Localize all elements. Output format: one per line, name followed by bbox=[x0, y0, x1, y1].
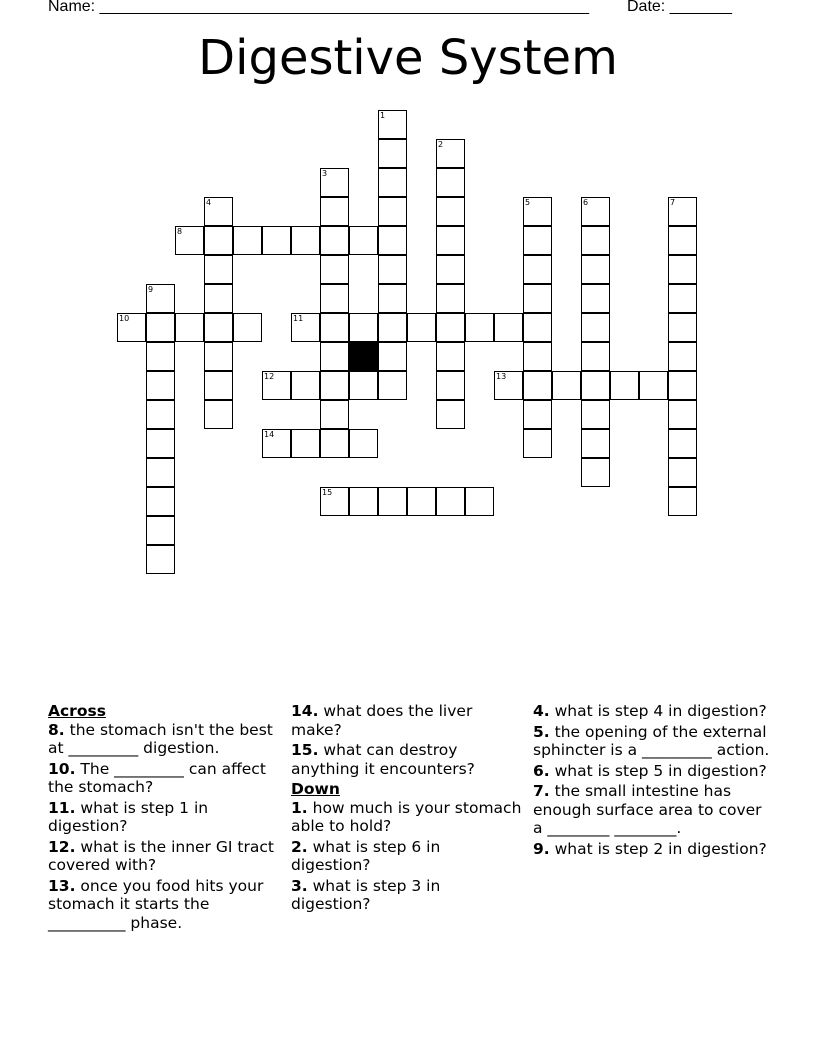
clue-text: what is step 5 in digestion? bbox=[549, 761, 767, 780]
grid-cell[interactable] bbox=[465, 313, 494, 342]
clue-across-8 bbox=[48, 721, 280, 758]
clue-text: what does the liver make? bbox=[291, 702, 473, 739]
grid-cell[interactable] bbox=[436, 400, 465, 429]
grid-cell[interactable] bbox=[523, 400, 552, 429]
grid-cell[interactable] bbox=[378, 168, 407, 197]
clue-text: how much is your stomach able to hold? bbox=[291, 798, 522, 835]
clue-number: 10. bbox=[48, 759, 76, 778]
grid-cell[interactable] bbox=[436, 226, 465, 255]
clue-text: The _________ can affect the stomach? bbox=[48, 759, 266, 796]
grid-cell[interactable] bbox=[581, 400, 610, 429]
grid-cell[interactable] bbox=[204, 400, 233, 429]
grid-cell[interactable] bbox=[146, 371, 175, 400]
grid-cell[interactable] bbox=[465, 487, 494, 516]
clue-down-2 bbox=[291, 838, 523, 875]
grid-cell[interactable] bbox=[378, 197, 407, 226]
grid-cell[interactable] bbox=[320, 313, 349, 342]
grid-cell[interactable] bbox=[668, 371, 697, 400]
grid-cell[interactable] bbox=[146, 458, 175, 487]
clue-number: 4. bbox=[533, 702, 550, 720]
grid-cell[interactable] bbox=[378, 313, 407, 342]
grid-cell[interactable] bbox=[204, 255, 233, 284]
clue-text: once you food hits your stomach it starts the __________ phase. bbox=[48, 876, 264, 932]
clue-text: what is step 4 in digestion? bbox=[549, 702, 767, 720]
grid-cell[interactable] bbox=[378, 487, 407, 516]
grid-cell[interactable] bbox=[320, 255, 349, 284]
grid-cell[interactable] bbox=[233, 313, 262, 342]
grid-cell[interactable] bbox=[581, 371, 610, 400]
grid-cell[interactable] bbox=[523, 371, 552, 400]
grid-cell[interactable] bbox=[291, 371, 320, 400]
clue-across-11 bbox=[48, 799, 280, 836]
grid-cell[interactable] bbox=[378, 284, 407, 313]
grid-cell[interactable] bbox=[436, 168, 465, 197]
grid-cell[interactable] bbox=[349, 226, 378, 255]
grid-cell[interactable] bbox=[436, 255, 465, 284]
clue-number-label: 9 bbox=[148, 285, 154, 294]
grid-cell[interactable] bbox=[436, 313, 465, 342]
grid-cell[interactable] bbox=[146, 400, 175, 429]
grid-cell[interactable] bbox=[552, 371, 581, 400]
grid-cell[interactable] bbox=[320, 429, 349, 458]
grid-cell[interactable] bbox=[523, 255, 552, 284]
grid-cell[interactable] bbox=[668, 400, 697, 429]
grid-cell[interactable] bbox=[523, 284, 552, 313]
grid-cell[interactable] bbox=[668, 313, 697, 342]
grid-cell[interactable] bbox=[320, 284, 349, 313]
clue-number: 14. bbox=[291, 702, 319, 720]
page-title: Digestive System bbox=[198, 30, 618, 86]
grid-cell[interactable] bbox=[407, 313, 436, 342]
clue-number: 7. bbox=[533, 782, 550, 800]
grid-cell[interactable] bbox=[349, 429, 378, 458]
clue-number: 6. bbox=[533, 761, 550, 780]
grid-cell[interactable] bbox=[523, 342, 552, 371]
grid-cell[interactable] bbox=[320, 400, 349, 429]
grid-cell[interactable] bbox=[320, 342, 349, 371]
clue-down-4 bbox=[533, 702, 773, 721]
grid-cell[interactable] bbox=[320, 226, 349, 255]
clue-text: the stomach isn't the best at _________ digestion. bbox=[48, 720, 273, 757]
grid-cell[interactable] bbox=[436, 487, 465, 516]
clues-column-2 bbox=[291, 702, 523, 916]
grid-cell[interactable] bbox=[581, 313, 610, 342]
grid-cell[interactable] bbox=[146, 487, 175, 516]
clue-number: 5. bbox=[533, 722, 550, 741]
grid-cell[interactable] bbox=[378, 139, 407, 168]
clue-number: 3. bbox=[291, 876, 308, 895]
black-cell bbox=[349, 342, 378, 371]
clue-text: what is step 6 in digestion? bbox=[291, 837, 441, 874]
clue-down-1 bbox=[291, 799, 523, 836]
clue-text: what can destroy anything it encounters? bbox=[291, 741, 475, 778]
grid-cell[interactable] bbox=[204, 371, 233, 400]
grid-cell[interactable] bbox=[581, 226, 610, 255]
clue-number-label: 2 bbox=[438, 140, 444, 149]
grid-cell[interactable] bbox=[436, 371, 465, 400]
clues-column-3 bbox=[533, 702, 773, 860]
grid-cell[interactable] bbox=[175, 313, 204, 342]
grid-cell[interactable] bbox=[320, 197, 349, 226]
clue-number-label: 5 bbox=[525, 198, 531, 207]
grid-cell[interactable] bbox=[610, 371, 639, 400]
grid-cell[interactable] bbox=[204, 284, 233, 313]
clue-number-label: 12 bbox=[264, 372, 275, 381]
grid-cell[interactable] bbox=[436, 342, 465, 371]
clue-text: what is step 3 in digestion? bbox=[291, 876, 441, 913]
clue-number-label: 8 bbox=[177, 227, 183, 236]
grid-cell[interactable] bbox=[291, 226, 320, 255]
clue-number-label: 3 bbox=[322, 169, 328, 178]
clue-number-label: 10 bbox=[119, 314, 130, 323]
clue-number-label: 6 bbox=[583, 198, 589, 207]
grid-cell[interactable] bbox=[581, 342, 610, 371]
clue-number-label: 13 bbox=[496, 372, 507, 381]
clue-across-15 bbox=[291, 741, 523, 778]
grid-cell[interactable] bbox=[523, 313, 552, 342]
clue-number: 9. bbox=[533, 839, 550, 858]
grid-cell[interactable] bbox=[581, 255, 610, 284]
grid-cell[interactable] bbox=[146, 342, 175, 371]
grid-cell[interactable] bbox=[523, 429, 552, 458]
clue-number: 13. bbox=[48, 876, 76, 895]
name-field-label: Name: _______________________________________________________ bbox=[48, 0, 589, 15]
grid-cell[interactable] bbox=[378, 371, 407, 400]
grid-cell[interactable] bbox=[668, 429, 697, 458]
grid-cell[interactable] bbox=[581, 458, 610, 487]
clue-down-9 bbox=[533, 840, 773, 859]
grid-cell[interactable] bbox=[146, 545, 175, 574]
clue-number: 1. bbox=[291, 798, 308, 817]
clue-number-label: 7 bbox=[670, 198, 676, 207]
grid-cell[interactable] bbox=[349, 487, 378, 516]
grid-cell[interactable] bbox=[349, 371, 378, 400]
clue-across-10 bbox=[48, 760, 280, 797]
grid-cell[interactable] bbox=[349, 313, 378, 342]
grid-cell[interactable] bbox=[639, 371, 668, 400]
date-field-label: Date: _______ bbox=[627, 0, 732, 15]
clue-number: 8. bbox=[48, 720, 65, 739]
clue-down-7 bbox=[533, 782, 773, 838]
across-heading: Across bbox=[48, 702, 106, 720]
clue-number-label: 4 bbox=[206, 198, 212, 207]
grid-cell[interactable] bbox=[204, 342, 233, 371]
clues-column-1 bbox=[48, 702, 280, 934]
clue-across-13 bbox=[48, 877, 280, 933]
clue-text: the small intestine has enough surface area to cover a ________ ________. bbox=[533, 782, 762, 837]
clue-number: 15. bbox=[291, 741, 319, 759]
grid-cell[interactable] bbox=[668, 284, 697, 313]
clue-number: 11. bbox=[48, 798, 76, 817]
down-heading: Down bbox=[291, 780, 340, 798]
clue-number-label: 15 bbox=[322, 488, 333, 497]
grid-cell[interactable] bbox=[378, 226, 407, 255]
grid-cell[interactable] bbox=[494, 313, 523, 342]
grid-cell[interactable] bbox=[146, 313, 175, 342]
grid-cell[interactable] bbox=[146, 516, 175, 545]
clue-number: 12. bbox=[48, 837, 76, 856]
grid-cell[interactable] bbox=[668, 255, 697, 284]
clue-down-3 bbox=[291, 877, 523, 914]
grid-cell[interactable] bbox=[262, 226, 291, 255]
grid-cell[interactable] bbox=[668, 226, 697, 255]
grid-cell[interactable] bbox=[146, 429, 175, 458]
grid-cell[interactable] bbox=[436, 284, 465, 313]
grid-cell[interactable] bbox=[668, 487, 697, 516]
clue-number-label: 11 bbox=[293, 314, 304, 323]
grid-cell[interactable] bbox=[291, 429, 320, 458]
clue-across-14 bbox=[291, 702, 523, 739]
grid-cell[interactable] bbox=[523, 226, 552, 255]
grid-cell[interactable] bbox=[378, 342, 407, 371]
grid-cell[interactable] bbox=[668, 458, 697, 487]
grid-cell[interactable] bbox=[204, 226, 233, 255]
grid-cell[interactable] bbox=[233, 226, 262, 255]
clue-text: what is the inner GI tract covered with? bbox=[48, 837, 274, 874]
grid-cell[interactable] bbox=[581, 429, 610, 458]
grid-cell[interactable] bbox=[581, 284, 610, 313]
clue-number: 2. bbox=[291, 837, 308, 856]
clue-text: what is step 1 in digestion? bbox=[48, 798, 209, 835]
grid-cell[interactable] bbox=[668, 342, 697, 371]
clue-text: what is step 2 in digestion? bbox=[549, 839, 767, 858]
clue-down-5 bbox=[533, 723, 773, 760]
grid-cell[interactable] bbox=[407, 487, 436, 516]
clue-number-label: 14 bbox=[264, 430, 275, 439]
grid-cell[interactable] bbox=[436, 197, 465, 226]
grid-cell[interactable] bbox=[204, 313, 233, 342]
grid-cell[interactable] bbox=[378, 255, 407, 284]
clue-across-12 bbox=[48, 838, 280, 875]
clue-text: the opening of the external sphincter is a _________ action. bbox=[533, 722, 770, 759]
clue-number-label: 1 bbox=[380, 111, 386, 120]
grid-cell[interactable] bbox=[320, 371, 349, 400]
clue-down-6 bbox=[533, 762, 773, 781]
